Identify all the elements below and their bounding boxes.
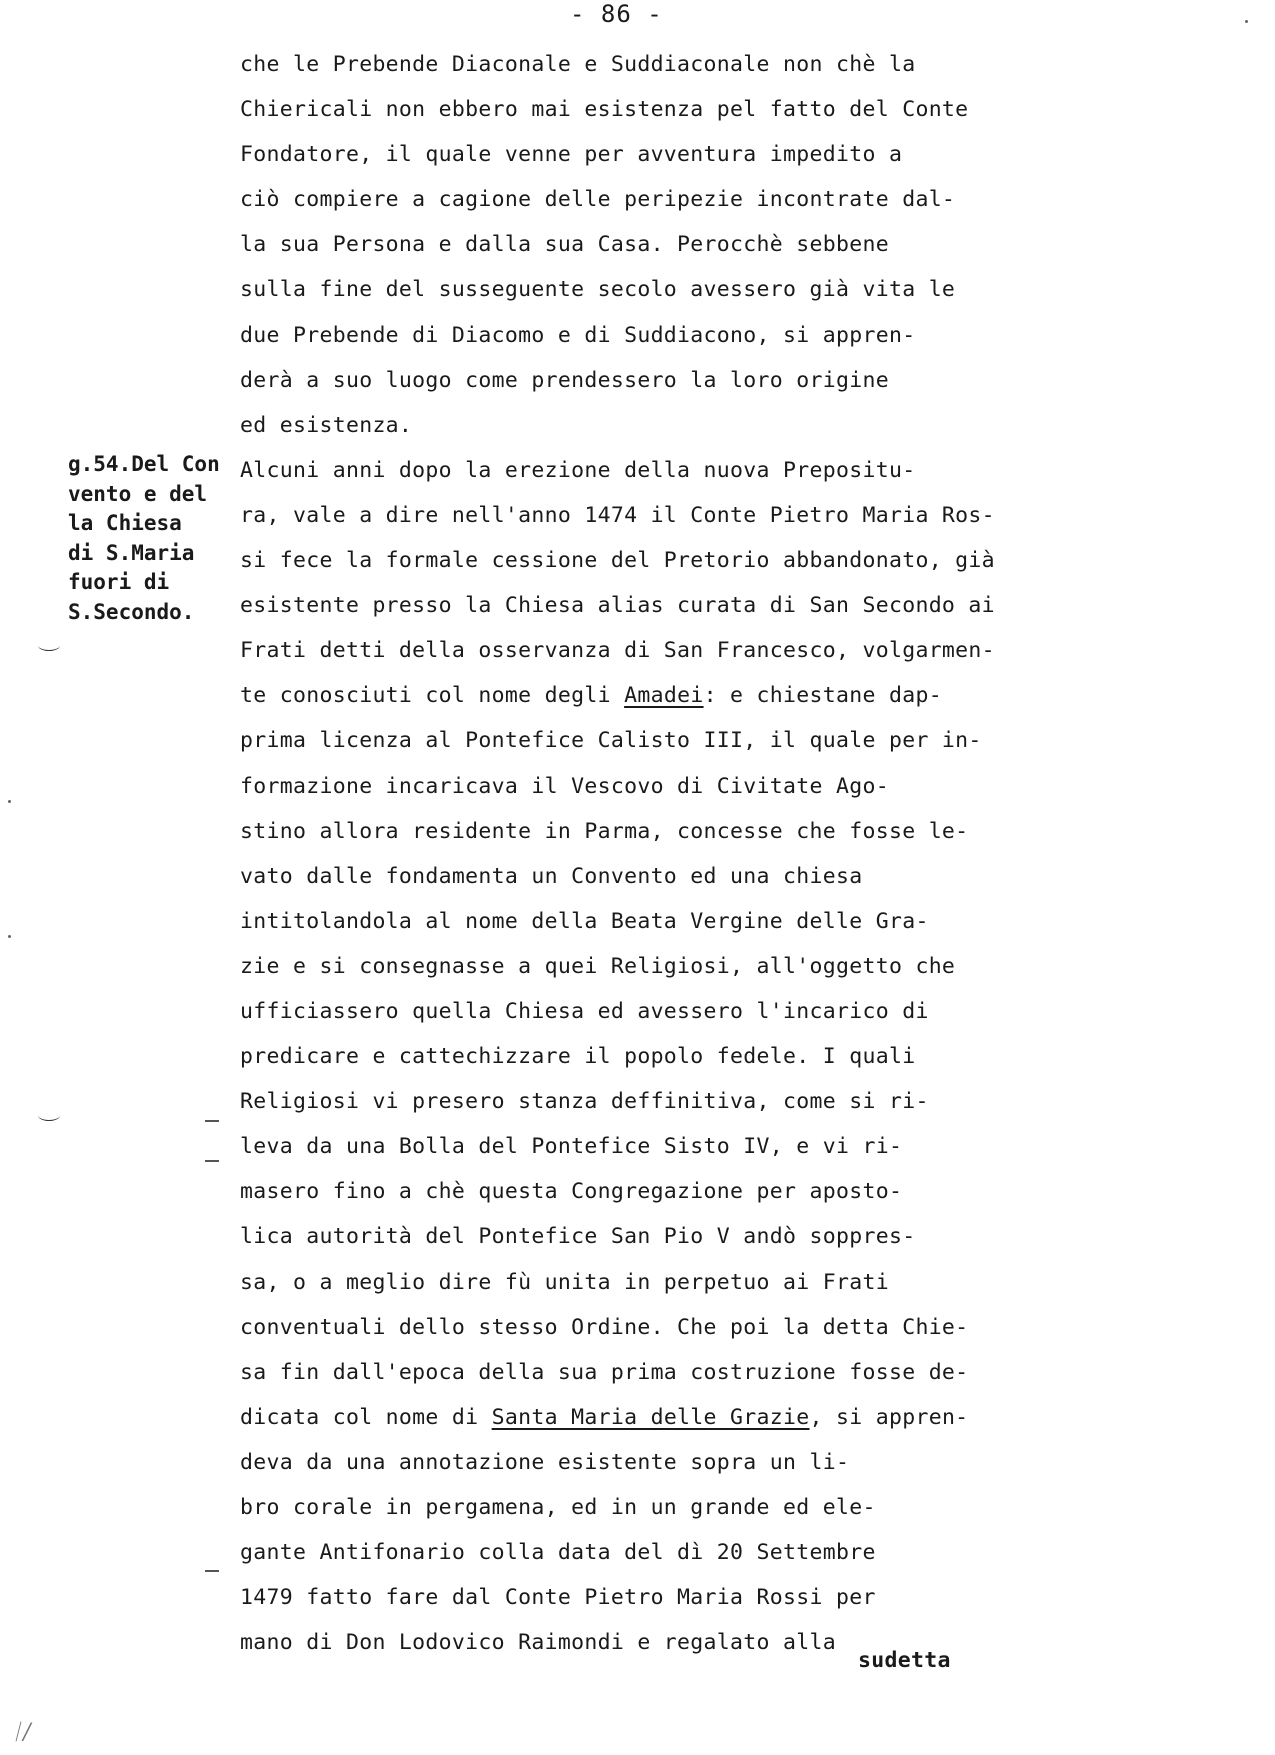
page-number: - 86 - <box>570 0 663 28</box>
text-line: deva da una annotazione esistente sopra un li- <box>240 1449 850 1475</box>
margin-dash-mark <box>205 1570 219 1572</box>
text-line: che le Prebende Diaconale e Suddiaconale non chè la <box>240 52 916 77</box>
text-line: prima licenza al Pontefice Calisto III, il quale per in- <box>240 728 982 754</box>
edge-dot <box>8 800 11 803</box>
margin-note-line: fuori di <box>68 570 170 594</box>
text-line: ra, vale a dire nell'anno 1474 il Conte Pietro Maria Ros- <box>240 502 995 528</box>
text-line: due Prebende di Diacomo e di Suddiacono, si appren- <box>240 322 916 348</box>
margin-note-line: la Chiesa <box>68 511 182 535</box>
text-line: sulla fine del susseguente secolo avessero già vita le <box>240 277 956 303</box>
catchword: sudetta <box>858 1648 951 1673</box>
text-line: gante Antifonario colla data del dì 20 Settembre <box>240 1540 876 1566</box>
text-line: ciò compiere a cagione delle peripezie incontrate dal- <box>240 187 956 213</box>
text-line: conventuali dello stesso Ordine. Che poi la detta Chie- <box>240 1314 969 1340</box>
underlined-phrase: Santa Maria delle Grazie <box>491 1404 810 1430</box>
text-line: predicare e cattechizzare il popolo fedele. I quali <box>240 1044 916 1070</box>
text-line: bro corale in pergamena, ed in un grande ed ele- <box>240 1495 876 1520</box>
margin-note-line: S.Secondo. <box>68 599 195 624</box>
text-line: sa, o a meglio dire fù unita in perpetuo ai Frati <box>240 1269 889 1295</box>
text-line: lica autorità del Pontefice San Pio V andò soppres- <box>240 1224 916 1250</box>
margin-note-line: vento e del <box>68 481 208 506</box>
text-line: ed esistenza. <box>240 412 413 438</box>
edge-dot <box>8 935 11 938</box>
underlined-phrase: Amadei <box>624 683 704 709</box>
text-line: esistente presso la Chiesa alias curata di San Secondo ai <box>240 593 995 619</box>
text-line: formazione incaricava il Vescovo di Civitate Ago- <box>240 773 889 799</box>
margin-note-line: g.54.Del Con <box>68 452 220 476</box>
margin-note-line: di S.Maria <box>68 540 195 565</box>
text-line-underlined-word: te conosciuti col nome degli Amadei: e chiestane dap- <box>240 683 942 709</box>
text-line: masero fino a chè questa Congregazione per aposto- <box>240 1179 903 1205</box>
text-line: mano di Don Lodovico Raimondi e regalato alla <box>240 1630 836 1656</box>
text-line: Alcuni anni dopo la erezione della nuova Prepositu- <box>240 457 916 483</box>
text-line: leva da una Bolla del Pontefice Sisto IV, e vi ri- <box>240 1134 903 1160</box>
margin-curl-mark <box>38 1110 60 1121</box>
text-line: zie e si consegnasse a quei Religiosi, all'oggetto che <box>240 953 956 979</box>
edge-dot <box>1245 20 1248 23</box>
margin-dash-mark <box>205 1160 219 1162</box>
text-line-underlined-title: dicata col nome di Santa Maria delle Grazie, si appren- <box>240 1404 969 1430</box>
edge-scribble-mark: ᛁ/ <box>10 1720 31 1745</box>
text-line: vato dalle fondamenta un Convento ed una chiesa <box>240 863 863 889</box>
text-line: intitolandola al nome della Beata Vergine delle Gra- <box>240 908 929 934</box>
margin-curl-mark <box>38 640 60 651</box>
text-line: Religiosi vi presero stanza deffinitiva, come si ri- <box>240 1089 929 1115</box>
text-line: stino allora residente in Parma, concesse che fosse le- <box>240 818 969 844</box>
text-line: sa fin dall'epoca della sua prima costruzione fosse de- <box>240 1359 969 1385</box>
body-text <box>240 42 1220 1665</box>
text-line: derà a suo luogo come prendessero la loro origine <box>240 367 889 393</box>
text-line: la sua Persona e dalla sua Casa. Perocchè sebbene <box>240 232 889 258</box>
text-line: Chiericali non ebbero mai esistenza pel fatto del Conte <box>240 97 969 123</box>
text-line: si fece la formale cessione del Pretorio abbandonato, già <box>240 548 995 574</box>
margin-dash-mark <box>205 1120 219 1122</box>
text-line: 1479 fatto fare dal Conte Pietro Maria Rossi per <box>240 1585 876 1611</box>
text-line: ufficiassero quella Chiesa ed avessero l'incarico di <box>240 998 929 1024</box>
text-line: Frati detti della osservanza di San Francesco, volgarmen- <box>240 638 995 664</box>
margin-note <box>68 450 243 627</box>
text-line: Fondatore, il quale venne per avventura impedito a <box>240 142 903 168</box>
